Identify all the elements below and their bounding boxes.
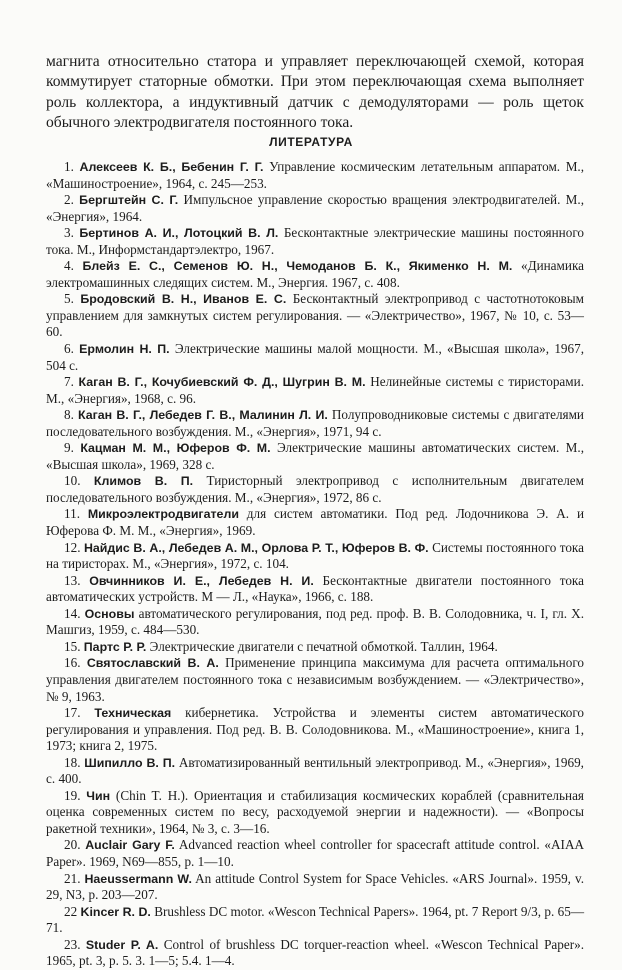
reference-number: 7.	[64, 374, 79, 390]
reference-text: Электрические машины малой мощности. М., «Высшая школа», 1967, 504 с.	[46, 341, 585, 373]
reference-authors: Климов В. П.	[93, 474, 194, 489]
reference-item	[46, 374, 584, 407]
reference-authors: Найдис В. А., Лебедев А. М., Орлова Р. Т., Юферов В. Ф.	[83, 540, 429, 555]
reference-authors: Техническая	[94, 706, 172, 721]
reference-text: автоматического регулирования, под ред. проф. В. В. Солодовника, ч. I, гл. Х. Машгиз, 1959, с. 484—530.	[46, 605, 585, 638]
reference-item	[46, 192, 584, 225]
reference-item	[46, 837, 584, 870]
reference-text: Тиристорный электропривод с исполнительным двигателем последовательного возбуждения. М., «Энергия», 1972, 86 с.	[46, 473, 584, 505]
reference-number: 12.	[64, 539, 84, 555]
reference-text: Control of brushless DC torquer-reaction wheel. «Wescon Technical Paper». 1965, pt. 3, p. 5. 3. 1—5; 5.4. 1—4.	[46, 936, 584, 969]
reference-authors: Овчинников И. Е., Лебедев Н. И.	[89, 573, 314, 588]
reference-item	[46, 440, 584, 473]
reference-item	[46, 871, 584, 904]
reference-text: Полупроводниковые системы с двигателями последовательного возбуждения. М., «Энергия», 1971, 94 с.	[46, 407, 584, 439]
reference-item	[46, 540, 584, 573]
reference-text: Advanced reaction wheel controller for spacecraft attitude control. «AIAA Paper». 1969, N69—855, p. 1—10.	[46, 837, 584, 869]
reference-text: Бесконтактные двигатели постоянного тока автоматических устройств. М — Л., «Наука», 1966, с. 188.	[46, 572, 584, 605]
reference-item	[46, 258, 584, 291]
reference-list	[46, 159, 584, 970]
reference-text: Автоматизированный вентильный электропривод. М., «Энергия», 1969, с. 400.	[46, 754, 584, 787]
reference-number: 5.	[64, 291, 81, 307]
reference-text: An attitude Control System for Space Vehicles. «ARS Journal». 1959, v. 29, N3, p. 203—207.	[46, 870, 584, 903]
reference-item	[46, 755, 584, 788]
reference-item	[46, 573, 584, 606]
reference-authors: Kincer R. D.	[80, 904, 151, 919]
intro-paragraph: магнита относительно статора и управляет переключающей схемой, которая коммутирует статорные обмотки. При этом переключающая схема выполняет роль коллектора, а индуктивный датчик с демодуляторами — роль щеток обычного электродвигателя постоянного тока.	[46, 52, 584, 132]
reference-item	[46, 506, 584, 539]
reference-text: Применение принципа максимума для расчета оптимального управления двигателем постоянного тока с независимым возбуждением. — «Электричество», № 9, 1963.	[46, 655, 584, 704]
reference-number: 14.	[64, 605, 85, 621]
reference-authors: Алексеев К. Б., Бебенин Г. Г.	[79, 160, 264, 174]
reference-authors: Святославский В. А.	[86, 656, 219, 671]
reference-authors: Бергштейн С. Г.	[79, 193, 179, 208]
reference-authors: Кацман М. М., Юферов Ф. М.	[80, 441, 271, 456]
reference-number: 2.	[64, 192, 80, 208]
reference-number: 6.	[64, 341, 80, 357]
reference-number: 17.	[64, 705, 95, 721]
reference-number: 23.	[64, 936, 86, 952]
reference-item	[46, 473, 584, 506]
reference-text: Управление космическим летательным аппаратом. М., «Машиностроение», 1964, с. 245—253.	[46, 159, 585, 191]
reference-authors: Микроэлектродвигатели	[87, 507, 239, 522]
reference-text: Нелинейные системы с тиристорами. М., «Энергия», 1968, с. 96.	[46, 374, 584, 406]
reference-authors: Чин	[86, 788, 111, 803]
reference-item	[46, 606, 584, 639]
reference-text: Бесконтактный электропривод с частотнотоковым управлением для замкнутых систем регулирования. — «Электричество», 1967, № 10, с. 53—60.	[46, 291, 585, 340]
reference-text: для систем автоматики. Под ред. Лодочникова Э. А. и Юферова Ф. М. М., «Энергия», 1969.	[46, 506, 584, 539]
reference-text: Электрические машины автоматических систем. М., «Высшая школа», 1969, 328 с.	[46, 440, 584, 472]
reference-authors: Auclair Gary F.	[85, 838, 175, 853]
reference-text: кибернетика. Устройства и элементы систем автоматического регулирования и управления. Под ред. В. В. Солодовникова. М., «Машиностроение», книга 1, 1973; книга 2, 1975.	[46, 705, 585, 754]
reference-number: 16.	[64, 655, 87, 671]
reference-number: 18.	[64, 754, 85, 770]
reference-text: Импульсное управление скоростью вращения электродвигателей. М., «Энергия», 1964.	[46, 192, 584, 224]
reference-authors: Studer P. A.	[85, 937, 159, 952]
reference-number: 9.	[64, 440, 81, 456]
reference-number: 13.	[64, 572, 90, 588]
reference-item	[46, 291, 584, 341]
reference-text: Бесконтактные электрические машины постоянного тока. М., Информстандартэлектро, 1967.	[46, 225, 584, 257]
reference-number: 8.	[64, 407, 78, 423]
reference-text: Системы постоянного тока на тиристорах. М., «Энергия», 1972, с. 104.	[46, 539, 584, 572]
reference-item	[46, 159, 584, 192]
reference-authors: Каган В. Г., Кочубиевский Ф. Д., Шугрин В. М.	[78, 375, 366, 390]
reference-item	[46, 407, 584, 440]
reference-text: (Chin T. H.). Ориентация и стабилизация космических кораблей (сравнительная оценка современных систем по весу, расходуемой энергии и надежности). — «Вопросы ракетной техники», 1964, № 3, с. 3—16.	[46, 787, 584, 836]
reference-number: 4.	[64, 258, 83, 274]
reference-number: 21.	[64, 870, 85, 886]
reference-number: 1.	[64, 159, 80, 174]
reference-number: 10.	[64, 473, 94, 489]
reference-authors: Ермолин Н. П.	[79, 342, 170, 357]
reference-authors: Бертинов А. И., Лотоцкий В. Л.	[79, 226, 279, 241]
reference-item	[46, 904, 584, 937]
reference-text: «Динамика электромашинных следящих систем. М., Энергия. 1967, с. 408.	[46, 258, 585, 290]
reference-item	[46, 937, 584, 970]
reference-item	[46, 705, 584, 755]
reference-authors: Шипилло В. П.	[84, 755, 176, 770]
reference-item	[46, 225, 584, 258]
reference-number: 3.	[64, 225, 80, 241]
reference-number: 20.	[64, 837, 86, 853]
reference-authors: Каган В. Г., Лебедев Г. В., Малинин Л. И.	[77, 408, 328, 423]
reference-number: 19.	[64, 787, 87, 803]
reference-number: 22	[64, 903, 81, 919]
reference-text: Электрические двигатели с печатной обмоткой. Таллин, 1964.	[146, 638, 498, 654]
reference-item	[46, 655, 584, 705]
reference-number: 11.	[64, 506, 88, 522]
reference-authors: Бродовский В. Н., Иванов Е. С.	[80, 292, 287, 307]
bibliography-heading: ЛИТЕРАТУРА	[269, 135, 353, 149]
reference-authors: Блейз Е. С., Семенов Ю. Н., Чемоданов Б. К., Якименко Н. М.	[82, 259, 513, 274]
reference-authors: Партс Р. Р.	[83, 639, 147, 654]
reference-number: 15.	[64, 638, 84, 654]
reference-authors: Основы	[84, 606, 135, 621]
reference-item	[46, 639, 584, 656]
reference-text: Brushless DC motor. «Wescon Technical Papers». 1964, pt. 7 Report 9/3, p. 65—71.	[46, 903, 585, 936]
reference-item	[46, 341, 584, 374]
reference-item	[46, 788, 584, 838]
reference-authors: Haeussermann W.	[84, 871, 192, 886]
